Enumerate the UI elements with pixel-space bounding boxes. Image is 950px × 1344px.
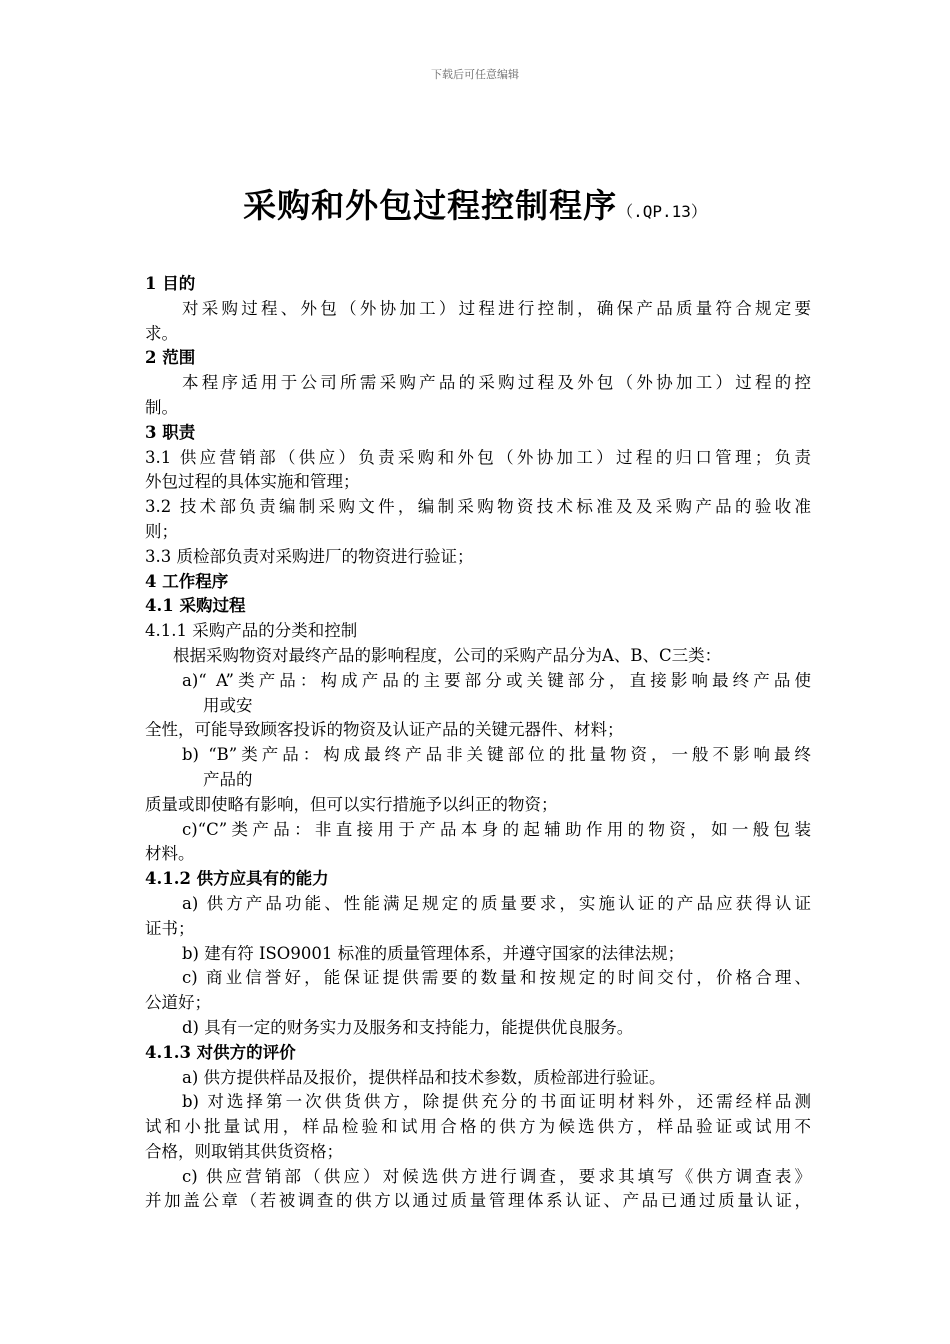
body-line: 则；	[145, 521, 178, 541]
body-line: a)“ A”类产品：构成产品的主要部分或关键部分，直接影响最终产品使	[182, 670, 811, 690]
body-line: c) 供应营销部（供应）对候选供方进行调查，要求其填写《供方调查表》	[182, 1166, 811, 1186]
body-line: 对采购过程、外包（外协加工）过程进行控制，确保产品质量符合规定要	[182, 298, 811, 318]
body-line: c)“C”类产品：非直接用于产品本身的起辅助作用的物资，如一般包装	[182, 819, 811, 839]
body-line: 3 职责	[145, 422, 196, 442]
body-line: a) 供方产品功能、性能满足规定的质量要求，实施认证的产品应获得认证	[182, 893, 811, 913]
document-body	[145, 272, 811, 1214]
body-line: 求。	[145, 323, 178, 343]
body-line: 本程序适用于公司所需采购产品的采购过程及外包（外协加工）过程的控	[182, 373, 811, 393]
body-line: 根据采购物资对最终产品的影响程度，公司的采购产品分为A、B、C三类：	[173, 645, 722, 665]
body-line: 4.1 采购过程	[145, 596, 246, 616]
body-line: 证书；	[145, 918, 195, 938]
body-line: 3.1 供应营销部（供应）负责采购和外包（外协加工）过程的归口管理；负责	[145, 447, 811, 467]
body-line: b) “B”类产品：构成最终产品非关键部位的批量物资，一般不影响最终	[182, 745, 811, 765]
body-line: 并加盖公章（若被调查的供方以通过质量管理体系认证、产品已通过质量认证，	[145, 1191, 811, 1211]
body-line: 4.1.2 供方应具有的能力	[145, 869, 329, 889]
body-line: 制。	[145, 397, 178, 417]
body-line: b) 建有符 ISO9001 标准的质量管理体系，并遵守国家的法律法规；	[182, 943, 685, 963]
document-title	[0, 180, 950, 227]
body-line: 产品的	[203, 769, 253, 789]
body-line: 4.1.3 对供方的评价	[145, 1042, 296, 1062]
title-main: 采购和外包过程控制程序	[243, 186, 618, 225]
body-line: 质量或即使略有影响，但可以实行措施予以纠正的物资；	[145, 794, 558, 814]
body-line: 3.3 质检部负责对采购进厂的物资进行验证；	[145, 546, 474, 566]
body-line: 试和小批量试用，样品检验和试用合格的供方为候选供方，样品验证或试用不	[145, 1117, 811, 1137]
body-line: 全性，可能导致顾客投诉的物资及认证产品的关键元器件、材料；	[145, 720, 624, 740]
body-line: 材料。	[145, 844, 195, 864]
body-line: 合格，则取销其供货资格；	[145, 1141, 343, 1161]
body-line: 1 目的	[145, 274, 196, 293]
body-line: 2 范围	[145, 348, 196, 368]
body-line: 公道好；	[145, 993, 211, 1013]
body-line: d) 具有一定的财务实力及服务和支持能力，能提供优良服务。	[182, 1017, 634, 1037]
body-line: b) 对选择第一次供货供方，除提供充分的书面证明材料外，还需经样品测	[182, 1092, 811, 1112]
body-line: 3.2 技术部负责编制采购文件，编制采购物资技术标准及及采购产品的验收准	[145, 497, 811, 517]
body-line: 4 工作程序	[145, 571, 229, 591]
title-code: （.QP.13）	[617, 202, 707, 221]
body-line: a) 供方提供样品及报价，提供样品和技术参数，质检部进行验证。	[182, 1067, 666, 1087]
watermark-text: 下载后可任意编辑	[431, 68, 519, 81]
body-line: 4.1.1 采购产品的分类和控制	[145, 621, 358, 641]
body-line: 用或安	[203, 695, 253, 715]
body-line: c) 商业信誉好，能保证提供需要的数量和按规定的时间交付，价格合理、	[182, 968, 811, 988]
body-line: 外包过程的具体实施和管理；	[145, 472, 360, 492]
